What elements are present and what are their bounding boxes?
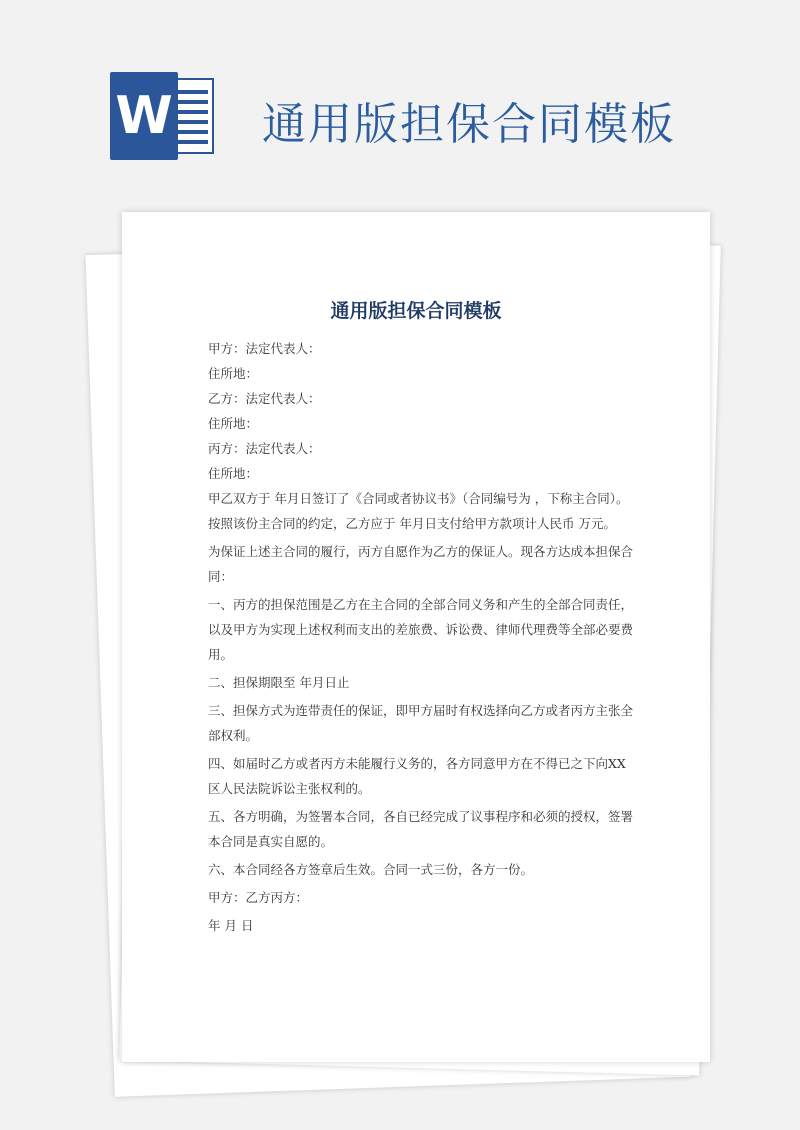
- doc-signature-line: 甲方：乙方丙方：: [208, 890, 309, 905]
- doc-paragraph: 二、担保期限至 年月日止: [208, 675, 350, 690]
- page-header: [0, 0, 800, 200]
- doc-line: 住所地：: [208, 366, 259, 381]
- doc-paragraph: 甲乙双方于 年月日签订了《合同或者协议书》（合同编号为 ，下称主合同）。按照该份主合同的约定，乙方应于 年月日支付给甲方款项计人民币 万元。: [208, 491, 629, 531]
- doc-paragraph: 为保证上述主合同的履行，丙方自愿作为乙方的保证人。现各方达成本担保合同：: [208, 544, 634, 584]
- doc-paragraph: 四、如届时乙方或者丙方未能履行义务的，各方同意甲方在不得已之下向XX区人民法院诉讼主张权利的。: [208, 756, 626, 796]
- doc-line: 丙方：法定代表人：: [208, 441, 321, 456]
- doc-date-line: 年 月 日: [208, 918, 254, 933]
- word-icon-tile: [110, 72, 178, 160]
- doc-paragraph: 六、本合同经各方签章后生效。合同一式三份，各方一份。: [208, 862, 534, 877]
- doc-line: 住所地：: [208, 466, 259, 481]
- doc-line: 乙方：法定代表人：: [208, 391, 321, 406]
- document-body: [208, 336, 634, 941]
- document-page: [122, 212, 710, 1062]
- doc-line: 甲方：法定代表人：: [208, 341, 321, 356]
- header-title: 通用版担保合同模板: [262, 99, 676, 150]
- word-icon: [110, 72, 214, 160]
- document-title: 通用版担保合同模板: [330, 300, 502, 322]
- doc-paragraph: 三、担保方式为连带责任的保证，即甲方届时有权选择向乙方或者丙方主张全部权利。: [208, 703, 634, 743]
- doc-line: 住所地：: [208, 416, 259, 431]
- doc-paragraph: 五、各方明确，为签署本合同，各自已经完成了议事程序和必须的授权，签署本合同是真实自愿的。: [208, 809, 634, 849]
- doc-paragraph: 一、丙方的担保范围是乙方在主合同的全部合同义务和产生的全部合同责任，以及甲方为实现上述权利而支出的差旅费、诉讼费、律师代理费等全部必要费用。: [208, 597, 634, 662]
- word-icon-letter: W: [115, 86, 173, 146]
